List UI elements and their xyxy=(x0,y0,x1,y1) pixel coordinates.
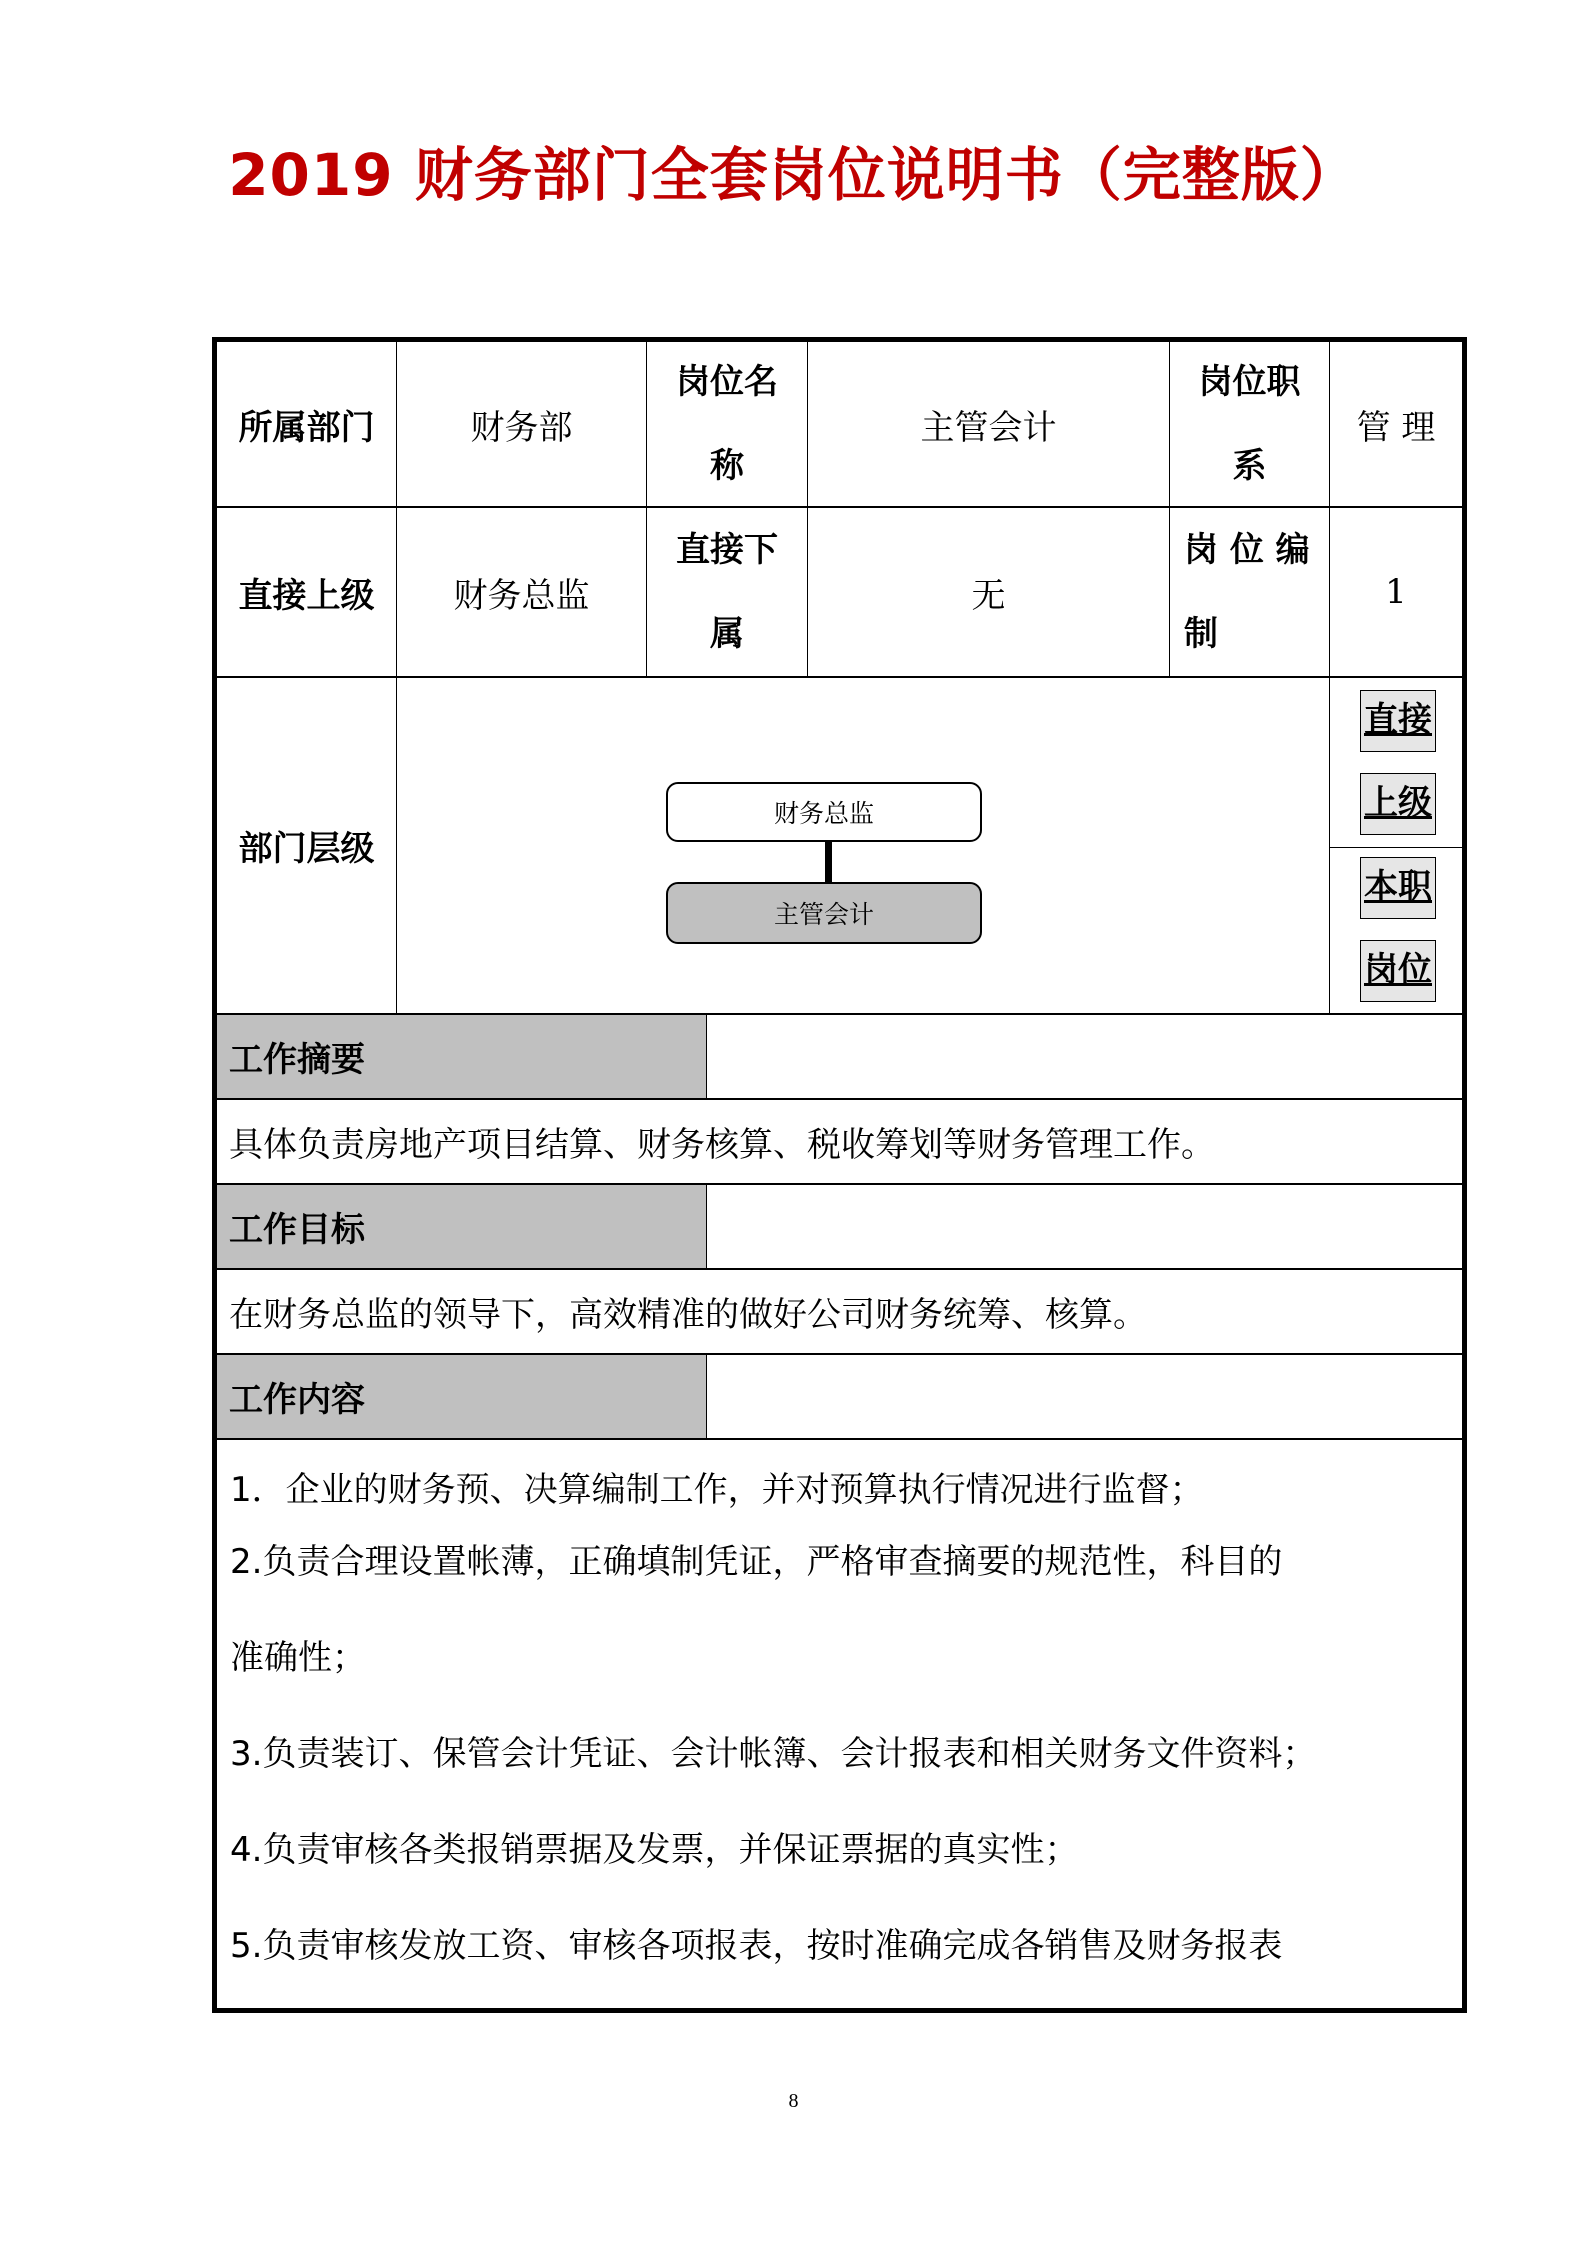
dept-label-cell xyxy=(217,342,397,508)
content-item-2-cont: 准确性； xyxy=(230,1638,366,1678)
summary-heading: 工作摘要 xyxy=(229,1040,365,1080)
headcount-label-line2: 制 xyxy=(1184,614,1218,654)
org-node-current-position-label: 主管会计 xyxy=(773,900,874,929)
org-connector-line xyxy=(825,842,832,884)
rank-value: 管 理 xyxy=(1356,407,1436,448)
headcount-label-cell xyxy=(1170,508,1330,678)
legend-tag-direct: 直接 xyxy=(1360,690,1436,752)
position-value: 主管会计 xyxy=(920,407,1057,448)
page-number: 8 xyxy=(788,2090,799,2112)
position-value-cell xyxy=(808,342,1170,508)
position-label-line2: 称 xyxy=(710,446,744,486)
summary-text-cell xyxy=(217,1100,1462,1185)
hierarchy-label-cell xyxy=(217,678,397,1015)
hierarchy-label: 部门层级 xyxy=(238,829,375,869)
subordinate-label-line1: 直接下 xyxy=(676,530,778,570)
org-node-current-position xyxy=(666,882,982,944)
dept-value-cell xyxy=(397,342,647,508)
legend-tag-this: 本职 xyxy=(1360,857,1436,919)
goal-blank-cell xyxy=(707,1185,1462,1270)
dept-label: 所属部门 xyxy=(238,407,375,448)
org-node-director-label: 财务总监 xyxy=(773,799,874,828)
rank-label-line1: 岗位职 xyxy=(1198,362,1301,402)
headcount-label-line1: 岗 位 编 xyxy=(1184,530,1310,570)
position-label-line1: 岗位名 xyxy=(676,362,778,402)
content-item-2: 2.负责合理设置帐薄，正确填制凭证，严格审查摘要的规范性，科目的 xyxy=(230,1542,1283,1582)
goal-text: 在财务总监的领导下，高效精准的做好公司财务统筹、核算。 xyxy=(229,1295,1147,1335)
goal-heading: 工作目标 xyxy=(229,1210,365,1250)
rank-label-cell xyxy=(1170,342,1330,508)
summary-blank-cell xyxy=(707,1015,1462,1100)
goal-text-cell xyxy=(217,1270,1462,1355)
superior-label-cell xyxy=(217,508,397,678)
content-item-3: 3.负责装订、保管会计凭证、会计帐簿、会计报表和相关财务文件资料； xyxy=(230,1734,1317,1774)
org-node-director xyxy=(666,782,982,842)
dept-value: 财务部 xyxy=(470,407,573,448)
content-item-5: 5.负责审核发放工资、审核各项报表，按时准确完成各销售及财务报表 xyxy=(230,1926,1283,1966)
rank-value-cell xyxy=(1330,342,1462,508)
superior-value: 财务总监 xyxy=(453,575,590,616)
summary-heading-cell xyxy=(217,1015,707,1100)
content-heading-cell xyxy=(217,1355,707,1440)
legend-tag-superior: 上级 xyxy=(1360,773,1436,835)
superior-value-cell xyxy=(397,508,647,678)
subordinate-value-cell xyxy=(808,508,1170,678)
summary-text: 具体负责房地产项目结算、财务核算、税收筹划等财务管理工作。 xyxy=(229,1125,1215,1165)
org-chart-cell xyxy=(397,678,1330,1015)
subordinate-label-line2: 属 xyxy=(710,614,744,654)
document-title: 2019 财务部门全套岗位说明书（完整版） xyxy=(228,141,1359,209)
headcount-value-cell xyxy=(1330,508,1462,678)
content-item-1: 1．企业的财务预、决算编制工作，并对预算执行情况进行监督； xyxy=(230,1470,1204,1510)
subordinate-label-cell xyxy=(647,508,808,678)
subordinate-value: 无 xyxy=(971,575,1006,616)
superior-label: 直接上级 xyxy=(238,575,375,616)
content-blank-cell xyxy=(707,1355,1462,1440)
rank-label-line2: 系 xyxy=(1232,446,1267,486)
position-label-cell xyxy=(647,342,808,508)
headcount-value: 1 xyxy=(1385,572,1407,612)
content-item-4: 4.负责审核各类报销票据及发票，并保证票据的真实性； xyxy=(230,1830,1079,1870)
goal-heading-cell xyxy=(217,1185,707,1270)
content-heading: 工作内容 xyxy=(229,1380,365,1420)
legend-tag-position: 岗位 xyxy=(1360,940,1436,1002)
